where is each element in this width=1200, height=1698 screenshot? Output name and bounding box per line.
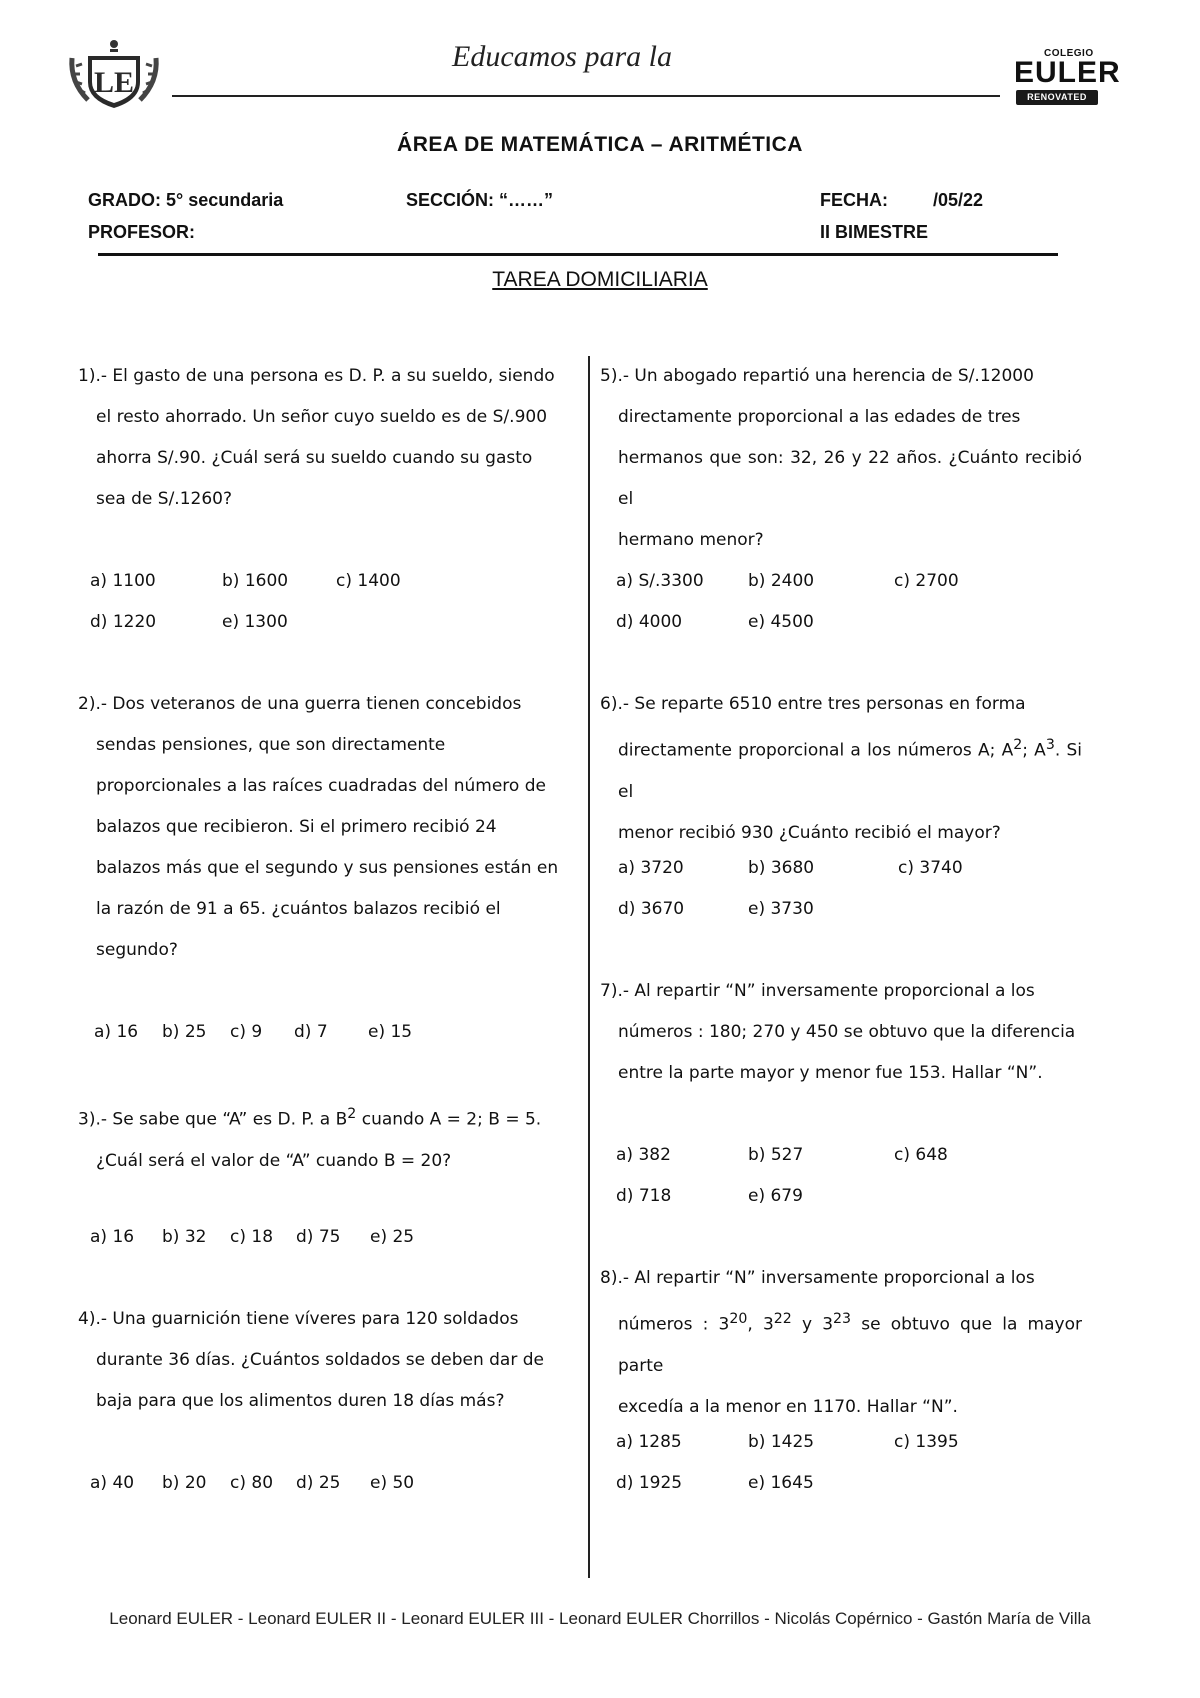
option-a: a) 1100 [90,571,156,591]
exponent: 2 [347,1106,357,1122]
option-c: c) 2700 [894,571,959,591]
question-text: , 3 [747,1314,774,1335]
question-text: . Si el [618,740,1083,802]
header-divider [172,95,1000,97]
question-text-line: excedía a la menor en 1170. Hallar “N”. [618,1396,958,1417]
footer-schools: Leonard EULER - Leonard EULER II - Leonard EULER III - Leonard EULER Chorrillos - Nicolás Copérnico - Gastón María de Villa [109,1609,1091,1628]
exponent: 3 [1045,737,1055,753]
question-2 [78,684,560,971]
option-e: e) 50 [370,1473,415,1493]
option-b: b) 25 [162,1022,207,1042]
question-text-line: sendas pensiones, que son directamente [96,735,446,755]
area-title: ÁREA DE MATEMÁTICA – ARITMÉTICA [397,133,803,156]
option-e: e) 1300 [222,612,288,632]
question-text-line: ¿Cuál será el valor de “A” cuando B = 20? [96,1150,452,1171]
question-1 [78,356,560,520]
question-number: 5).- [600,366,629,386]
question-text-line: números : 180; 270 y 450 se obtuvo que la diferencia [618,1022,1076,1042]
question-text-line: balazos más que el segundo y sus pensiones están en [96,858,559,878]
question-text: números : 3 [618,1314,730,1335]
option-a: a) S/.3300 [616,571,704,591]
option-e: e) 4500 [748,612,814,632]
exponent: 22 [773,1311,792,1327]
svg-text:LE: LE [93,66,135,99]
task-title: TAREA DOMICILIARIA [492,268,708,291]
school-crest-logo [66,38,162,110]
question-text: ; A [1022,740,1046,761]
option-d: d) 75 [296,1227,341,1247]
logo-euler-text: EULER [1014,56,1121,89]
question-8 [600,1258,1082,1428]
seccion-label: SECCIÓN: “……” [406,190,554,210]
question-5 [600,356,1082,561]
question-7 [600,971,1082,1094]
option-a: a) 382 [616,1145,671,1165]
colegio-euler-logo [1012,48,1122,112]
option-d: d) 3670 [618,899,685,919]
option-c: c) 3740 [898,858,963,878]
question-text-line: directamente proporcional a las edades de tres [618,407,1021,427]
question-number: 6).- [600,694,629,714]
option-e: e) 1645 [748,1473,814,1493]
question-number: 8).- [600,1268,629,1288]
exponent: 2 [1013,737,1023,753]
question-text-line: entre la parte mayor y menor fue 153. Hallar “N”. [618,1063,1043,1083]
option-d: d) 25 [296,1473,341,1493]
question-4 [78,1299,560,1422]
option-a: a) 16 [94,1022,139,1042]
question-number: 1).- [78,366,107,386]
question-text-line: Un abogado repartió una herencia de S/.12000 [634,366,1034,386]
question-text-line: balazos que recibieron. Si el primero recibió 24 [96,817,497,837]
option-a: a) 16 [90,1227,135,1247]
option-c: c) 80 [230,1473,274,1493]
question-number: 4).- [78,1309,107,1329]
question-number: 3).- [78,1109,107,1130]
question-text-line: baja para que los alimentos duren 18 días más? [96,1391,505,1411]
option-c: c) 18 [230,1227,274,1247]
question-text-line: Dos veteranos de una guerra tienen concebidos [112,694,522,714]
option-d: d) 718 [616,1186,672,1206]
option-a: a) 3720 [618,858,684,878]
slogan-text: Educamos para la [452,40,672,73]
option-a: a) 40 [90,1473,135,1493]
option-b: b) 527 [748,1145,804,1165]
question-text: se obtuvo que la mayor parte [618,1314,1082,1376]
grado-label: GRADO: 5° secundaria [88,190,284,210]
question-text-line: segundo? [96,940,178,960]
option-b: b) 3680 [748,858,815,878]
option-b: b) 1600 [222,571,289,591]
question-text-line: sea de S/.1260? [96,489,232,509]
option-d: d) 1925 [616,1473,683,1493]
question-text: Se sabe que “A” es D. P. a B [112,1109,348,1130]
question-text-line: Al repartir “N” inversamente proporcional a los [634,1268,1035,1288]
option-c: c) 1395 [894,1432,959,1452]
option-d: d) 4000 [616,612,683,632]
question-text-line: El gasto de una persona es D. P. a su sueldo, siendo [112,366,555,386]
question-text: cuando A = 2; B = 5. [356,1109,542,1130]
question-number: 7).- [600,981,629,1001]
option-b: b) 2400 [748,571,815,591]
option-c: c) 648 [894,1145,948,1165]
option-e: e) 25 [370,1227,415,1247]
question-6 [600,684,1082,854]
option-b: b) 20 [162,1473,207,1493]
question-text-line: hermano menor? [618,530,764,550]
logo-renovated-badge: RENOVATED [1016,90,1098,105]
question-text-line: proporcionales a las raíces cuadradas del número de [96,776,546,796]
question-text: y 3 [791,1314,834,1335]
meta-divider [98,253,1058,256]
option-c: c) 1400 [336,571,401,591]
exponent: 23 [833,1311,852,1327]
option-e: e) 3730 [748,899,814,919]
option-e: e) 15 [368,1022,413,1042]
option-d: d) 1220 [90,612,157,632]
option-e: e) 679 [748,1186,803,1206]
question-text-line: la razón de 91 a 65. ¿cuántos balazos recibió el [96,899,501,919]
fecha-label: FECHA: [820,190,888,210]
option-a: a) 1285 [616,1432,682,1452]
question-text-line: el resto ahorrado. Un señor cuyo sueldo es de S/.900 [96,407,548,427]
option-d: d) 7 [294,1022,328,1042]
fecha-value: /05/22 [933,190,984,210]
bimestre-label: II BIMESTRE [820,222,929,242]
question-text-line: durante 36 días. ¿Cuántos soldados se deben dar de [96,1350,544,1370]
question-3 [78,1094,560,1182]
option-b: b) 32 [162,1227,207,1247]
logo-colegio-text: COLEGIO [1044,48,1094,59]
question-text-line: menor recibió 930 ¿Cuánto recibió el mayor? [618,822,1001,843]
option-b: b) 1425 [748,1432,815,1452]
question-text-line: Se reparte 6510 entre tres personas en forma [634,694,1026,714]
column-divider [588,356,590,1578]
question-text-line: ahorra S/.90. ¿Cuál será su sueldo cuando su gasto [96,448,533,468]
exponent: 20 [729,1311,748,1327]
option-c: c) 9 [230,1022,263,1042]
question-text-line: Una guarnición tiene víveres para 120 soldados [112,1309,519,1329]
profesor-label: PROFESOR: [88,222,196,242]
question-number: 2).- [78,694,107,714]
question-text-line: hermanos que son: 32, 26 y 22 años. ¿Cuánto recibió el [618,448,1082,509]
question-text-line: Al repartir “N” inversamente proporcional a los [634,981,1035,1001]
question-text: directamente proporcional a los números A; A [618,740,1014,761]
